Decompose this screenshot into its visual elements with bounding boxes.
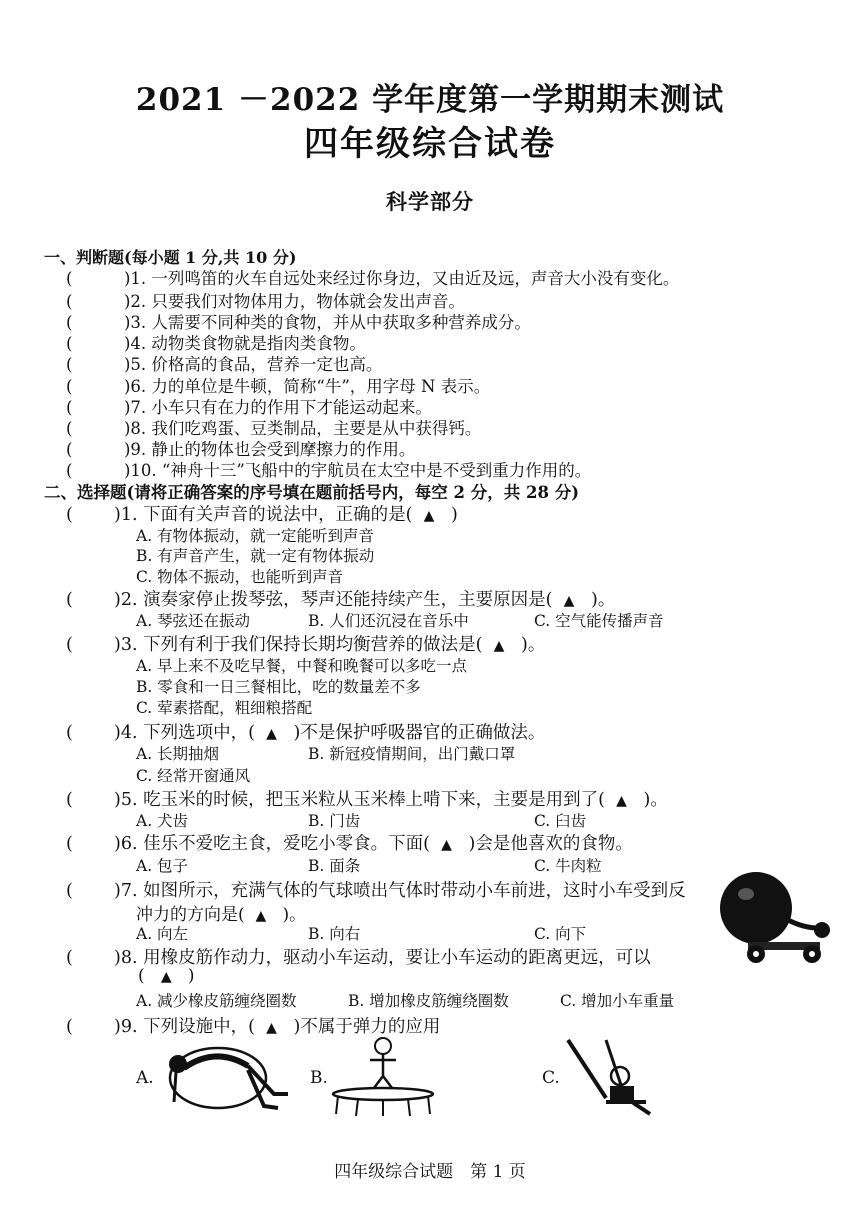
option-c: C. 增加小车重量 <box>560 992 675 1010</box>
trampoline-image <box>328 1036 438 1118</box>
triangle-marker: ▲ <box>423 508 435 524</box>
judge-item-text: )6. 力的单位是牛顿，简称“牛”，用字母 N 表示。 <box>124 377 491 396</box>
title-line1: 2021 －2022 学年度第一学期期末测试 <box>135 82 725 118</box>
option-a: A. 有物体振动，就一定能听到声音 <box>136 527 375 545</box>
choice-heading: 二、选择题(请将正确答案的序号填在题前括号内，每空 2 分，共 28 分) <box>44 483 580 502</box>
triangle-marker: ▲ <box>616 793 627 809</box>
answer-bracket[interactable]: ( <box>66 461 73 480</box>
answer-bracket[interactable]: ( <box>66 505 73 525</box>
title-line2: 四年级综合试卷 <box>304 124 556 164</box>
triangle-marker: ▲ <box>160 969 172 985</box>
answer-bracket[interactable]: ( <box>66 790 73 810</box>
option-b: B. 新冠疫情期间，出门戴口罩 <box>308 745 516 763</box>
question-9: ( )9. 下列设施中，( ▲ )不属于弹力的应用 <box>66 1017 441 1037</box>
option-b: B. 门齿 <box>308 812 361 830</box>
option-b: B. 向右 <box>308 925 361 943</box>
judge-item-text: )2. 只要我们对物体用力，物体就会发出声音。 <box>124 292 465 311</box>
swing-image <box>562 1036 672 1120</box>
judge-heading: 一、判断题(每小题 1 分,共 10 分) <box>44 248 297 267</box>
option-b: B. 增加橡皮筋缠绕圈数 <box>348 992 509 1010</box>
triangle-marker: ▲ <box>563 593 575 609</box>
balloon-car-image <box>718 868 844 964</box>
option-b: B. 面条 <box>308 857 361 875</box>
option-a: A. 长期抽烟 <box>136 745 220 763</box>
option-c: C. 物体不振动，也能听到声音 <box>136 568 344 586</box>
option-a-label: A. <box>136 1068 154 1088</box>
question-4: ( )4. 下列选项中，( ▲ )不是保护呼吸器官的正确做法。 <box>66 723 546 743</box>
judge-item-text: )5. 价格高的食品，营养一定也高。 <box>124 355 383 374</box>
answer-bracket[interactable]: ( <box>66 635 73 655</box>
triangle-marker: ▲ <box>441 837 452 853</box>
answer-bracket[interactable]: ( <box>66 881 73 901</box>
question-6: ( )6. 佳乐不爱吃主食，爱吃小零食。下面( ▲ )会是他喜欢的食物。 <box>66 834 633 854</box>
answer-bracket[interactable]: ( <box>66 948 73 968</box>
judge-item <box>66 351 382 375</box>
question-3: ( )3. 下列有利于我们保持长期均衡营养的做法是( ▲ )。 <box>66 635 546 655</box>
option-a: A. 减少橡皮筋缠绕圈数 <box>136 992 297 1010</box>
answer-bracket[interactable]: ( <box>66 334 73 353</box>
triangle-marker: ▲ <box>266 726 277 742</box>
question-7: ( )7. 如图所示，充满气体的气球喷出气体时带动小车前进，这时小车受到反 <box>66 881 686 901</box>
option-b: B. 零食和一日三餐相比，吃的数量差不多 <box>136 678 421 696</box>
judge-item-text: )8. 我们吃鸡蛋、豆类制品，主要是从中获得钙。 <box>124 419 482 438</box>
judge-item-text: )3. 人需要不同种类的食物，并从中获取多种营养成分。 <box>124 313 531 332</box>
option-c: C. 荤素搭配，粗细粮搭配 <box>136 699 313 717</box>
answer-bracket[interactable]: ( <box>66 419 73 438</box>
option-c: C. 臼齿 <box>534 812 587 830</box>
question-7-line2: 冲力的方向是( ▲ )。 <box>136 905 307 925</box>
answer-bracket[interactable]: ( <box>66 398 73 417</box>
option-a: A. 犬齿 <box>136 812 189 830</box>
answer-bracket[interactable]: ( <box>66 1017 73 1037</box>
answer-bracket[interactable]: ( <box>66 377 73 396</box>
answer-bracket[interactable]: ( <box>66 313 73 332</box>
option-a: A. 向左 <box>136 925 189 943</box>
answer-bracket[interactable]: ( <box>66 590 73 610</box>
judge-item-text: )4. 动物类食物就是指肉类食物。 <box>124 334 366 353</box>
option-b-label: B. <box>310 1068 328 1088</box>
answer-bracket[interactable]: ( <box>66 292 73 311</box>
option-c: C. 牛肉粒 <box>534 857 602 875</box>
option-c: C. 向下 <box>534 925 587 943</box>
judge-item <box>66 265 679 289</box>
question-2: ( )2. 演奏家停止拨琴弦，琴声还能持续产生，主要原因是( ▲ )。 <box>66 590 616 610</box>
option-b: B. 人们还沉浸在音乐中 <box>308 612 469 630</box>
judge-item <box>66 457 591 481</box>
answer-bracket[interactable]: ( <box>66 723 73 743</box>
triangle-marker: ▲ <box>266 1020 277 1036</box>
judge-item-text: )9. 静止的物体也会受到摩擦力的作用。 <box>124 440 416 459</box>
judge-item-text: )1. 一列鸣笛的火车自远处来经过你身边，又由近及远，声音大小没有变化。 <box>124 269 680 288</box>
triangle-marker: ▲ <box>493 638 505 654</box>
judge-item-text: )7. 小车只有在力的作用下才能运动起来。 <box>124 398 432 417</box>
option-a: A. 琴弦还在振动 <box>136 612 251 630</box>
question-1: ( )1. 下面有关声音的说法中，正确的是( ▲ ) <box>66 505 458 525</box>
section-title: 科学部分 <box>386 189 474 214</box>
question-5: ( )5. 吃玉米的时候，把玉米粒从玉米棒上啃下来，主要是用到了( ▲ )。 <box>66 790 668 810</box>
answer-bracket[interactable]: ( <box>66 440 73 459</box>
triangle-marker: ▲ <box>255 908 267 924</box>
answer-bracket[interactable]: ( <box>66 834 73 854</box>
yoga-ball-image <box>156 1036 296 1116</box>
option-b: B. 有声音产生，就一定有物体振动 <box>136 547 375 565</box>
option-c: C. 空气能传播声音 <box>534 612 664 630</box>
page-footer: 四年级综合试题 第 1 页 <box>334 1162 526 1182</box>
answer-bracket[interactable]: ( <box>66 269 73 288</box>
option-a: A. 早上来不及吃早餐，中餐和晚餐可以多吃一点 <box>136 657 468 675</box>
judge-item-text: )10. “神舟十三”飞船中的宇航员在太空中是不受到重力作用的。 <box>124 461 592 480</box>
option-c-label: C. <box>542 1068 560 1088</box>
option-a: A. 包子 <box>136 857 189 875</box>
question-8-blank: ( ▲ ) <box>138 966 195 986</box>
answer-bracket[interactable]: ( <box>66 355 73 374</box>
option-c: C. 经常开窗通风 <box>136 767 251 785</box>
question-8: ( )8. 用橡皮筋作动力，驱动小车运动，要让小车运动的距离更远，可以 <box>66 948 651 968</box>
